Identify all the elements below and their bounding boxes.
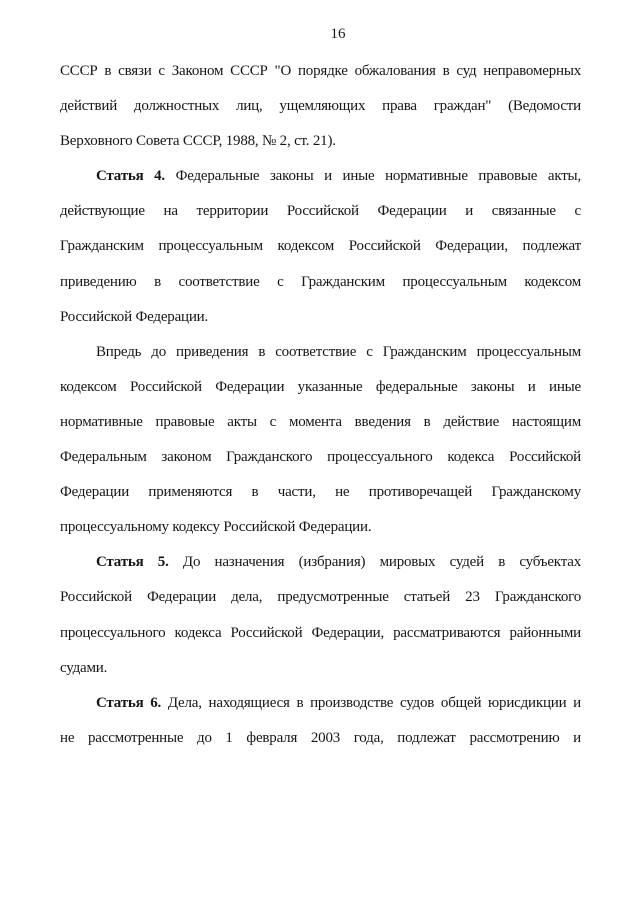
text-line: Российской Федерации дела, предусмотренные статьей 23 Гражданского (60, 589, 581, 606)
paragraph (60, 159, 581, 334)
text-line: Федеральным законом Гражданского процессуального кодекса Российской (60, 449, 581, 466)
paragraph (60, 545, 581, 685)
text-line: не рассмотренные до 1 февраля 2003 года, подлежат рассмотрению и (60, 729, 581, 746)
text-line: судами. (60, 659, 108, 676)
text-line: Статья 6. Дела, находящиеся в производстве судов общей юрисдикции и (96, 694, 581, 711)
text-line: Российской Федерации. (60, 308, 209, 325)
text-line: СССР в связи с Законом СССР "О порядке обжалования в суд неправомерных (60, 63, 581, 79)
paragraph (60, 54, 581, 159)
page-number: 16 (330, 26, 346, 42)
paragraph (60, 686, 581, 756)
article-heading: Статья 6. (96, 694, 162, 711)
text-line: Статья 5. До назначения (избрания) мировых судей в субъектах (96, 554, 581, 571)
paragraph (60, 335, 581, 546)
text-line: действующие на территории Российской Федерации и связанные с (60, 203, 581, 220)
text-line: Верховного Совета СССР, 1988, № 2, ст. 21). (60, 133, 336, 150)
text-line: действий должностных лиц, ущемляющих права граждан" (Ведомости (60, 98, 581, 115)
text-line: Федерации применяются в части, не противоречащей Гражданскому (60, 484, 581, 501)
article-heading: Статья 4. (96, 168, 165, 185)
document-body (60, 54, 581, 756)
text-line: нормативные правовые акты с момента введения в действие настоящим (60, 413, 581, 430)
text-line: процессуального кодекса Российской Федерации, рассматриваются районными (60, 624, 581, 641)
text-line: процессуальному кодексу Российской Федерации. (60, 519, 372, 536)
text-line: Гражданским процессуальным кодексом Российской Федерации, подлежат (60, 238, 581, 255)
text-line: приведению в соответствие с Гражданским процессуальным кодексом (60, 273, 581, 290)
text-line: кодексом Российской Федерации указанные федеральные законы и иные (60, 378, 581, 395)
article-heading: Статья 5. (96, 554, 169, 571)
text-line: Статья 4. Федеральные законы и иные нормативные правовые акты, (96, 168, 581, 185)
text-line: Впредь до приведения в соответствие с Гражданским процессуальным (96, 343, 581, 360)
